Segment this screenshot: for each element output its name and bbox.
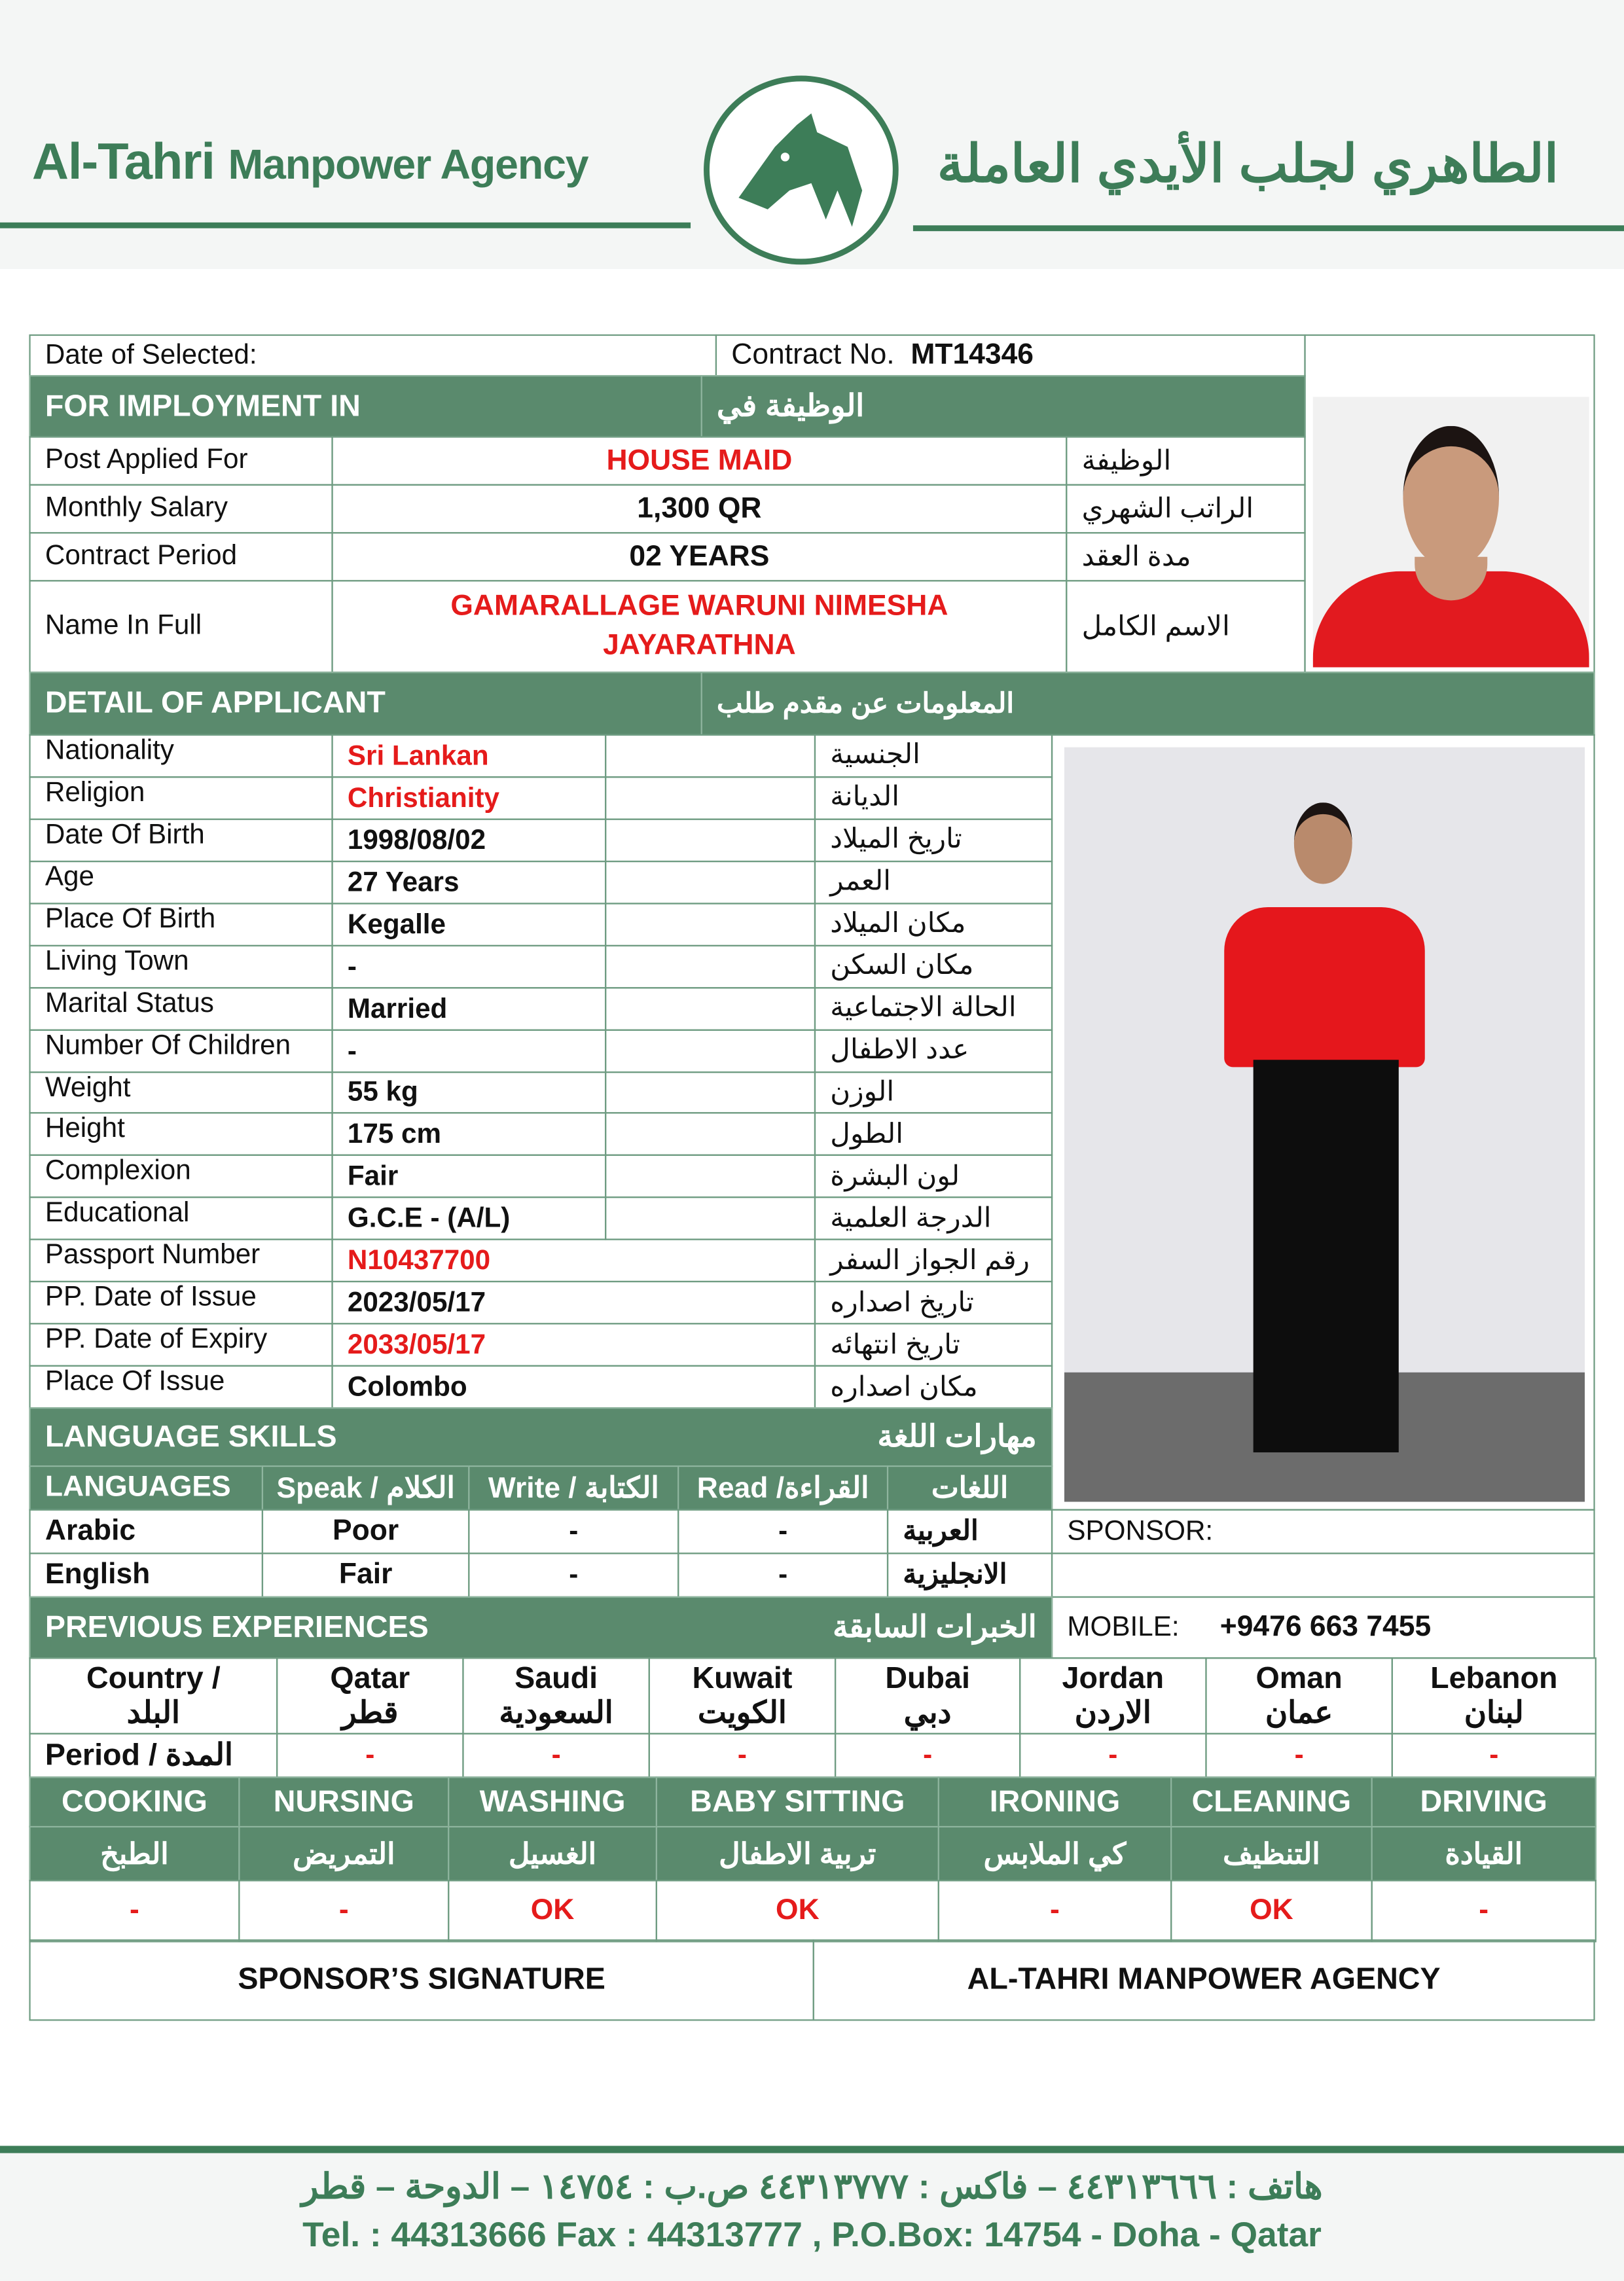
country-header-text: البلد [126, 1696, 180, 1730]
country-period: - [276, 1733, 464, 1778]
sponsor-label: SPONSOR: [1067, 1515, 1214, 1547]
footer-contact-en: Tel. : 44313666 Fax : 44313777 , P.O.Box: 14754 - Doha - Qatar [302, 2216, 1322, 2255]
language-title: LANGUAGE SKILLS [45, 1420, 337, 1454]
full-body-photo [1064, 747, 1585, 1502]
detail-blank [605, 986, 816, 1030]
country-header [29, 1657, 278, 1734]
country-period: - [649, 1733, 837, 1778]
detail-value: 27 Years [331, 861, 606, 904]
detail-label: Number Of Children [29, 1029, 333, 1072]
detail-blank [605, 1029, 816, 1072]
detail-blank [605, 903, 816, 946]
skill-value: OK [1170, 1880, 1373, 1943]
skill-name-ar: التمريض [238, 1826, 449, 1881]
language-read: - [677, 1553, 888, 1598]
skill-name-ar: القيادة [1371, 1826, 1597, 1881]
detail-label: Nationality [29, 734, 333, 778]
country-column [1205, 1657, 1393, 1734]
detail-label-ar: الوزن [814, 1071, 1053, 1114]
language-column-header: Speak / الكلام [262, 1465, 470, 1511]
employment-value: 1,300 QR [331, 484, 1067, 534]
detail-label: Educational [29, 1197, 333, 1240]
employment-label: Name In Full [29, 580, 333, 673]
detail-label: Living Town [29, 944, 333, 988]
mobile-label: MOBILE: [1067, 1611, 1180, 1642]
language-speak: Fair [262, 1553, 470, 1598]
detail-label: PP. Date of Expiry [29, 1323, 333, 1367]
detail-value: 175 cm [331, 1113, 606, 1156]
mobile-field [1051, 1596, 1595, 1659]
skill-name: CLEANING [1170, 1776, 1373, 1827]
detail-header-ar: المعلومات عن مقدم طلب [701, 672, 1595, 736]
detail-header: DETAIL OF APPLICANT [29, 672, 702, 736]
divider [0, 223, 691, 228]
employment-label: Monthly Salary [29, 484, 333, 534]
detail-blank [605, 1155, 816, 1198]
brand-word: Manpower Agency [228, 142, 588, 189]
country-column [276, 1657, 464, 1734]
detail-label: Religion [29, 776, 333, 819]
country-column [835, 1657, 1020, 1734]
date-selected [29, 334, 717, 376]
divider [913, 225, 1624, 231]
employment-label-ar: مدة العقد [1066, 532, 1305, 582]
detail-label-ar: الديانة [814, 776, 1053, 819]
detail-label: Marital Status [29, 986, 333, 1030]
skill-value: - [938, 1880, 1172, 1943]
footer-contact-ar: هاتف : ٤٤٣١٣٦٦٦ – فاكس : ٤٤٣١٣٧٧٧ ص.ب : ١٤٧٥٤ – الدوحة – قطر [301, 2167, 1323, 2207]
period-label: Period / المدة [29, 1733, 278, 1778]
employment-label: Post Applied For [29, 436, 333, 486]
detail-value: Christianity [331, 776, 606, 819]
country-column [462, 1657, 650, 1734]
skill-name-ar: كي الملابس [938, 1826, 1172, 1881]
mobile-value: +9476 663 7455 [1219, 1611, 1432, 1643]
country-period: - [1205, 1733, 1393, 1778]
passport-photo [1313, 397, 1589, 667]
detail-value: Kegalle [331, 903, 606, 946]
footer-divider [0, 2146, 1624, 2153]
detail-value: 2033/05/17 [331, 1323, 816, 1367]
country-column [1019, 1657, 1207, 1734]
detail-label: Weight [29, 1071, 333, 1114]
language-header [29, 1407, 1053, 1467]
detail-label: Place Of Issue [29, 1365, 333, 1409]
detail-label-ar: الطول [814, 1113, 1053, 1156]
language-name-ar: الانجليزية [887, 1553, 1053, 1598]
skill-value: OK [656, 1880, 939, 1943]
sponsor-signature: SPONSOR’S SIGNATURE [29, 1939, 814, 2021]
skill-name-ar: تربية الاطفال [656, 1826, 939, 1881]
detail-value: Fair [331, 1155, 606, 1198]
experience-header [29, 1596, 1053, 1659]
detail-blank [605, 776, 816, 819]
detail-blank [605, 1113, 816, 1156]
country-name: السعودية [499, 1696, 613, 1730]
language-column-header: LANGUAGES [29, 1465, 263, 1511]
detail-blank [605, 944, 816, 988]
skill-value: - [1371, 1880, 1597, 1943]
language-write: - [468, 1553, 679, 1598]
detail-label-ar: العمر [814, 861, 1053, 904]
language-name-ar: العربية [887, 1509, 1053, 1554]
horse-logo-icon [704, 76, 899, 265]
detail-label: Passport Number [29, 1239, 333, 1282]
detail-value: G.C.E - (A/L) [331, 1197, 606, 1240]
employment-header-ar: الوظيفة في [701, 375, 1306, 438]
detail-label: Height [29, 1113, 333, 1156]
country-name: Dubai [885, 1661, 970, 1695]
country-column [649, 1657, 837, 1734]
detail-value: 55 kg [331, 1071, 606, 1114]
detail-label-ar: تاريخ الميلاد [814, 818, 1053, 861]
employment-label-ar: الاسم الكامل [1066, 580, 1305, 673]
contract-label: Contract No. [731, 338, 895, 371]
country-name: دبي [903, 1696, 952, 1730]
country-period: - [462, 1733, 650, 1778]
language-column-header: Read /القراءة [677, 1465, 888, 1511]
detail-label: Date Of Birth [29, 818, 333, 861]
sponsor-field [1051, 1509, 1595, 1554]
detail-blank [605, 1197, 816, 1240]
employment-label-ar: الوظيفة [1066, 436, 1305, 486]
detail-value: - [331, 1029, 606, 1072]
country-header-text: Country / [86, 1661, 221, 1695]
passport-photo-frame [1304, 334, 1595, 674]
detail-blank [605, 734, 816, 778]
employment-label: Contract Period [29, 532, 333, 582]
contract-number [715, 334, 1306, 376]
detail-label-ar: رقم الجواز السفر [814, 1239, 1053, 1282]
skill-value: - [29, 1880, 240, 1943]
skill-name: NURSING [238, 1776, 449, 1827]
skill-name-ar: الطبخ [29, 1826, 240, 1881]
employment-label-ar: الراتب الشهري [1066, 484, 1305, 534]
country-name: Jordan [1062, 1661, 1164, 1695]
country-name: لبنان [1464, 1696, 1524, 1730]
name-line: JAYARATHNA [603, 629, 796, 662]
country-name: قطر [342, 1696, 399, 1730]
detail-label: Age [29, 861, 333, 904]
country-name: عمان [1265, 1696, 1333, 1730]
language-speak: Poor [262, 1509, 470, 1554]
country-name: Oman [1255, 1661, 1343, 1695]
language-name: Arabic [29, 1509, 263, 1554]
detail-blank [605, 861, 816, 904]
country-period: - [835, 1733, 1020, 1778]
skill-value: OK [448, 1880, 657, 1943]
name-line: GAMARALLAGE WARUNI NIMESHA [450, 590, 948, 622]
country-column [1392, 1657, 1597, 1734]
language-column-header: Write / الكتابة [468, 1465, 679, 1511]
detail-label-ar: الجنسية [814, 734, 1053, 778]
skill-name-ar: الغسيل [448, 1826, 657, 1881]
country-name: الاردن [1074, 1696, 1151, 1730]
skill-name: WASHING [448, 1776, 657, 1827]
detail-value: N10437700 [331, 1239, 816, 1282]
full-photo-frame [1051, 734, 1595, 1511]
detail-blank [605, 1071, 816, 1114]
detail-label-ar: الحالة الاجتماعية [814, 986, 1053, 1030]
skill-name: BABY SITTING [656, 1776, 939, 1827]
detail-label-ar: مكان الميلاد [814, 903, 1053, 946]
language-name: English [29, 1553, 263, 1598]
detail-blank [605, 818, 816, 861]
detail-label-ar: تاريخ انتهائه [814, 1323, 1053, 1367]
detail-label-ar: تاريخ اصداره [814, 1281, 1053, 1324]
country-name: Qatar [330, 1661, 410, 1695]
language-write: - [468, 1509, 679, 1554]
detail-label-ar: لون البشرة [814, 1155, 1053, 1198]
skill-name: COOKING [29, 1776, 240, 1827]
skill-name: DRIVING [1371, 1776, 1597, 1827]
detail-value: 2023/05/17 [331, 1281, 816, 1324]
employment-value [331, 580, 1067, 673]
detail-label-ar: عدد الاطفال [814, 1029, 1053, 1072]
detail-label: Complexion [29, 1155, 333, 1198]
detail-value: 1998/08/02 [331, 818, 606, 861]
employment-value: HOUSE MAID [331, 436, 1067, 486]
detail-value: Colombo [331, 1365, 816, 1409]
country-name: Saudi [514, 1661, 598, 1695]
detail-value: Married [331, 986, 606, 1030]
country-name: الكويت [698, 1696, 787, 1730]
sponsor-blank [1051, 1553, 1595, 1598]
brand-name-ar: الطاهري لجلب الأيدي العاملة [937, 134, 1559, 194]
detail-label-ar: الدرجة العلمية [814, 1197, 1053, 1240]
employment-value: 02 YEARS [331, 532, 1067, 582]
detail-label-ar: مكان السكن [814, 944, 1053, 988]
language-read: - [677, 1509, 888, 1554]
experience-title: PREVIOUS EXPERIENCES [45, 1609, 429, 1644]
contract-value: MT14346 [911, 338, 1034, 371]
skill-name-ar: التنظيف [1170, 1826, 1373, 1881]
country-period: - [1019, 1733, 1207, 1778]
detail-label: Place Of Birth [29, 903, 333, 946]
language-title-ar: مهارات اللغة [877, 1420, 1037, 1454]
skill-value: - [238, 1880, 449, 1943]
agency-signature: AL-TAHRI MANPOWER AGENCY [813, 1939, 1595, 2021]
country-period: - [1392, 1733, 1597, 1778]
employment-header: FOR IMPLOYMENT IN [29, 375, 702, 438]
country-name: Lebanon [1430, 1661, 1558, 1695]
detail-label-ar: مكان اصداره [814, 1365, 1053, 1409]
brand-word: Al-Tahri [31, 134, 215, 190]
experience-title-ar: الخبرات السابقة [833, 1611, 1037, 1645]
brand-name-en [32, 134, 588, 192]
skill-name: IRONING [938, 1776, 1172, 1827]
detail-value: - [331, 944, 606, 988]
detail-value: Sri Lankan [331, 734, 606, 778]
country-name: Kuwait [692, 1661, 793, 1695]
date-label: Date of Selected: [45, 339, 257, 370]
detail-label: PP. Date of Issue [29, 1281, 333, 1324]
language-column-header: اللغات [887, 1465, 1053, 1511]
